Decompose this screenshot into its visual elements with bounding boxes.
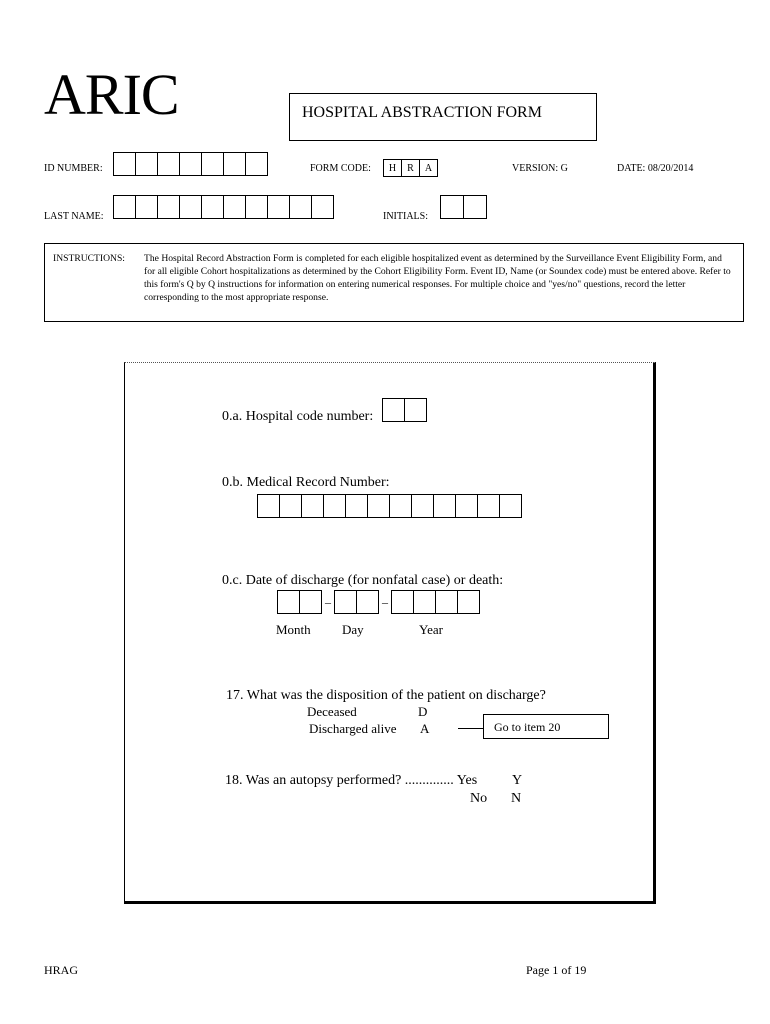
last-name-box[interactable]	[157, 195, 180, 219]
medical-record-box[interactable]	[367, 494, 390, 518]
id-number-box[interactable]	[135, 152, 158, 176]
medical-record-box[interactable]	[301, 494, 324, 518]
initials-box[interactable]	[440, 195, 464, 219]
footer-form-id: HRAG	[44, 963, 79, 977]
last-name-box[interactable]	[201, 195, 224, 219]
q17-option-discharged-alive: Discharged alive	[309, 721, 397, 736]
form-title: HOSPITAL ABSTRACTION FORM	[289, 93, 597, 141]
hospital-code-box[interactable]	[382, 398, 405, 422]
medical-record-box[interactable]	[345, 494, 368, 518]
year-box[interactable]	[435, 590, 458, 614]
id-number-box[interactable]	[201, 152, 224, 176]
form-code-letter: A	[419, 159, 438, 177]
q18-code-n: N	[511, 791, 522, 806]
year-box[interactable]	[391, 590, 414, 614]
last-name-label: LAST NAME:	[44, 211, 104, 222]
last-name-box[interactable]	[135, 195, 158, 219]
last-name-boxes[interactable]	[113, 195, 334, 219]
day-box[interactable]	[334, 590, 357, 614]
initials-box[interactable]	[463, 195, 487, 219]
instructions-box	[44, 243, 744, 322]
last-name-box[interactable]	[223, 195, 246, 219]
initials-label: INITIALS:	[383, 211, 428, 222]
last-name-box[interactable]	[113, 195, 136, 219]
id-number-label: ID NUMBER:	[44, 163, 103, 174]
instructions-label: INSTRUCTIONS:	[53, 253, 125, 264]
q18-option-no: No	[470, 791, 488, 806]
medical-record-box[interactable]	[257, 494, 280, 518]
last-name-box[interactable]	[267, 195, 290, 219]
id-number-box[interactable]	[113, 152, 136, 176]
id-number-box[interactable]	[245, 152, 268, 176]
form-code-letter: R	[401, 159, 420, 177]
medical-record-box[interactable]	[323, 494, 346, 518]
last-name-box[interactable]	[245, 195, 268, 219]
date-separator: –	[382, 594, 388, 609]
date-label: DATE: 08/20/2014	[617, 163, 694, 174]
q17-code-a: A	[420, 721, 430, 736]
medical-record-box[interactable]	[455, 494, 478, 518]
hospital-code-box[interactable]	[404, 398, 427, 422]
day-box[interactable]	[356, 590, 379, 614]
month-box[interactable]	[277, 590, 300, 614]
id-number-box[interactable]	[223, 152, 246, 176]
q18-label: 18. Was an autopsy performed? .............. Yes	[225, 773, 478, 788]
form-code-boxes	[383, 159, 438, 177]
id-number-box[interactable]	[157, 152, 180, 176]
month-label: Month	[276, 622, 311, 637]
q17-code-d: D	[418, 704, 428, 719]
skip-connector-line	[458, 728, 483, 729]
q18-code-y: Y	[512, 773, 523, 788]
id-number-box[interactable]	[179, 152, 202, 176]
id-number-boxes[interactable]	[113, 152, 268, 176]
day-label: Day	[342, 622, 364, 637]
year-box[interactable]	[413, 590, 436, 614]
q0a-label: 0.a. Hospital code number:	[222, 409, 374, 424]
medical-record-box[interactable]	[433, 494, 456, 518]
version-label: VERSION: G	[512, 163, 568, 174]
discharge-date-boxes[interactable]	[277, 590, 480, 614]
medical-record-box[interactable]	[411, 494, 434, 518]
q0c-label: 0.c. Date of discharge (for nonfatal case) or death:	[222, 573, 504, 588]
medical-record-boxes[interactable]	[257, 494, 522, 518]
skip-instruction-box: Go to item 20	[483, 714, 609, 739]
hospital-code-boxes[interactable]	[382, 398, 427, 422]
page-number: Page 1 of 19	[526, 963, 587, 977]
medical-record-box[interactable]	[279, 494, 302, 518]
q17-option-deceased: Deceased	[307, 704, 357, 719]
month-box[interactable]	[299, 590, 322, 614]
form-code-letter: H	[383, 159, 402, 177]
last-name-box[interactable]	[311, 195, 334, 219]
medical-record-box[interactable]	[499, 494, 522, 518]
q0b-label: 0.b. Medical Record Number:	[222, 475, 390, 490]
medical-record-box[interactable]	[389, 494, 412, 518]
q17-label: 17. What was the disposition of the patient on discharge?	[226, 688, 546, 703]
year-box[interactable]	[457, 590, 480, 614]
last-name-box[interactable]	[289, 195, 312, 219]
last-name-box[interactable]	[179, 195, 202, 219]
medical-record-box[interactable]	[477, 494, 500, 518]
date-separator: –	[325, 594, 331, 609]
form-code-label: FORM CODE:	[310, 163, 371, 174]
instructions-text: The Hospital Record Abstraction Form is completed for each eligible hospitalized event as determined by the Surveillance Event Eligibility Form, and for all eligible Cohort hospitalizations as determined by the Cohort Eligibility Form. Event ID, Name (or Soundex code) must be entered above. Refer to this form's Q by Q instructions for information on entering numerical responses. For multiple choice and "yes/no" questions, record the letter corresponding to the most appropriate response.	[144, 253, 731, 303]
question-panel	[124, 362, 656, 904]
year-label: Year	[419, 622, 443, 637]
aric-logo: ARIC	[44, 62, 179, 127]
initials-boxes[interactable]	[440, 195, 487, 219]
